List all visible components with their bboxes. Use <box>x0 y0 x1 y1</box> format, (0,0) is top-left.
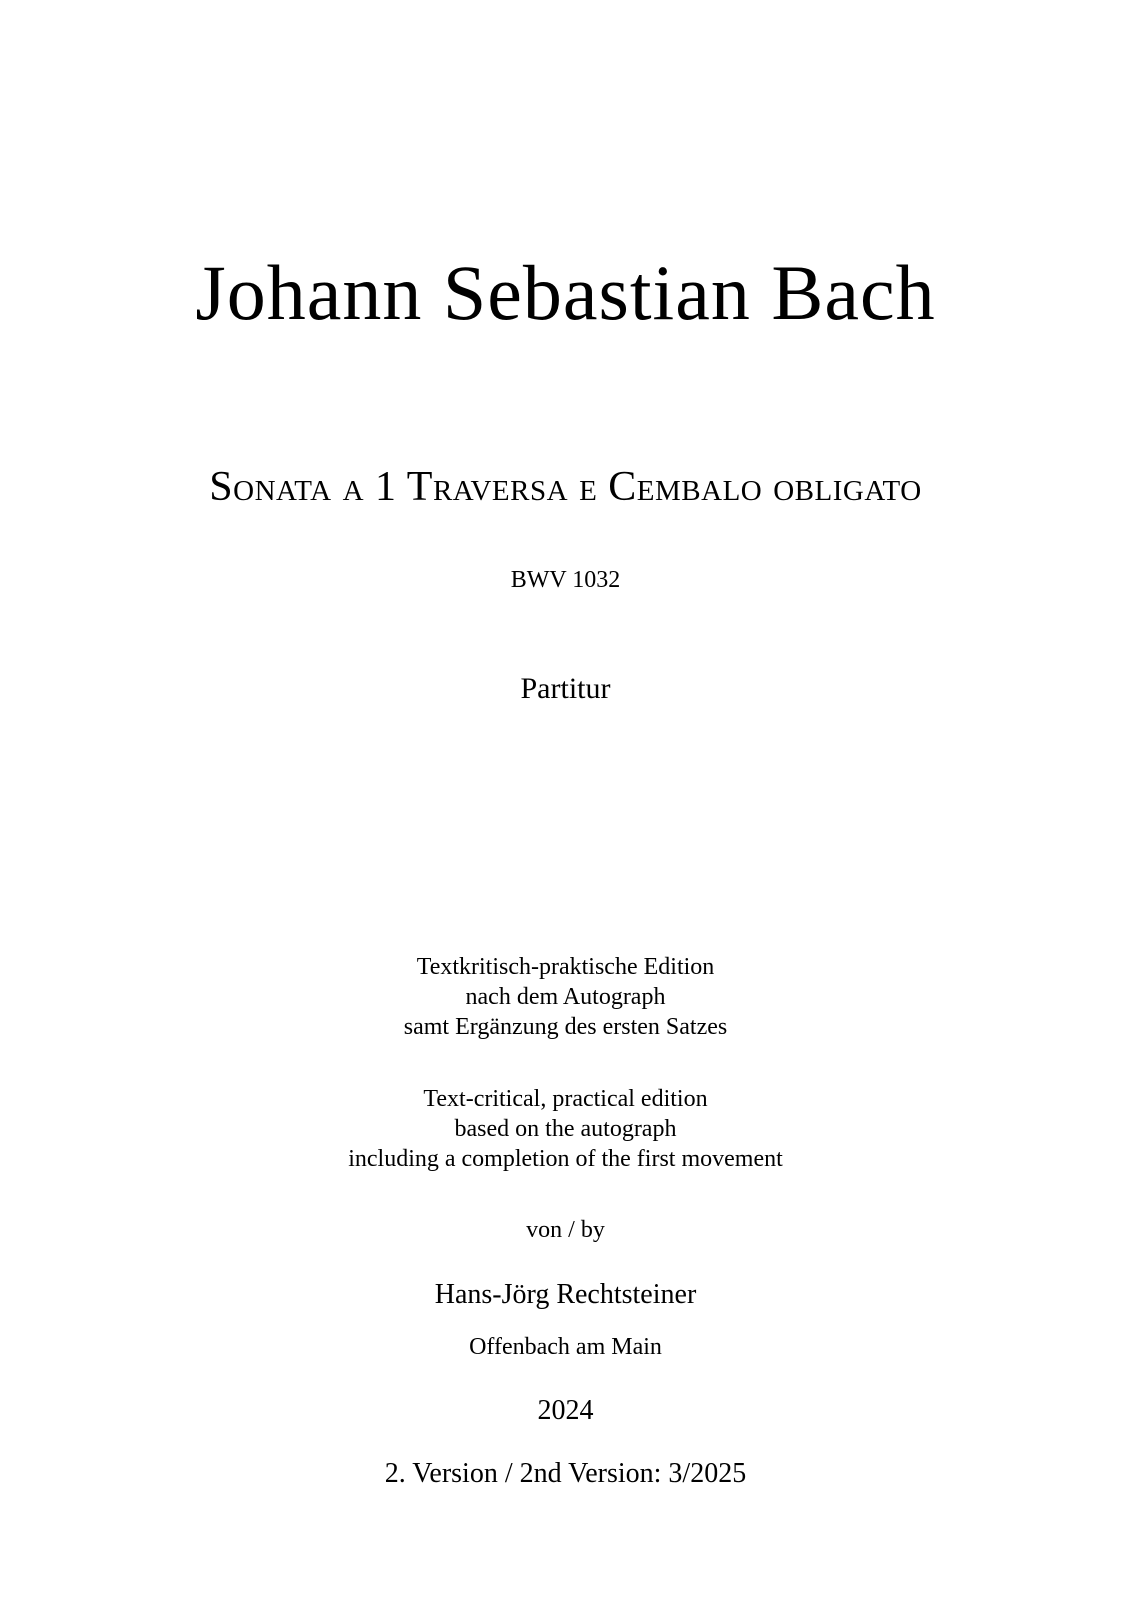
editor-name: Hans-Jörg Rechtsteiner <box>434 1279 697 1310</box>
publication-year: 2024 <box>537 1395 594 1426</box>
editor-place: Offenbach am Main <box>469 1334 662 1360</box>
by-label: von / by <box>526 1217 605 1243</box>
description-german-line: nach dem Autograph <box>465 984 666 1010</box>
catalog-number: BWV 1032 <box>510 567 621 593</box>
description-english-line: Text-critical, practical edition <box>423 1086 708 1112</box>
description-english <box>0 1084 1131 1174</box>
composer-name: Johann Sebastian Bach <box>195 249 936 336</box>
description-german-line: Textkritisch-praktische Edition <box>416 954 715 980</box>
work-title: Sonata a 1 Traversa e Cembalo obligato <box>209 464 922 510</box>
description-german <box>0 952 1131 1042</box>
description-english-line: based on the autograph <box>454 1116 677 1142</box>
description-german-line: samt Ergänzung des ersten Satzes <box>403 1014 728 1040</box>
version-note: 2. Version / 2nd Version: 3/2025 <box>384 1458 747 1489</box>
description-english-line: including a completion of the first movement <box>348 1146 783 1172</box>
score-type: Partitur <box>520 672 611 705</box>
